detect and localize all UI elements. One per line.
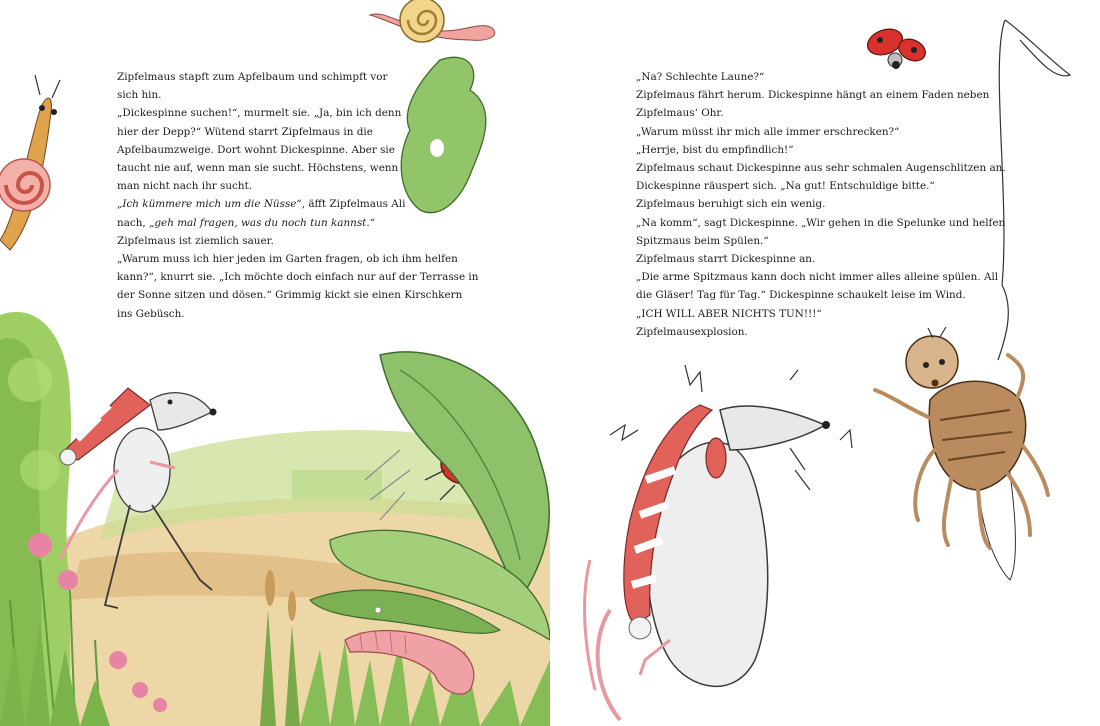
text-line: Spitzmaus beim Spülen.“ [636,234,769,247]
spider-thread [999,20,1070,285]
text-line: Zipfelmausexplosion. [636,325,748,338]
text-line: „Die arme Spitzmaus kann doch nicht immer alles alleine spülen. All [636,271,999,284]
text-line: „Na komm“, sagt Dickespinne. „Wir gehen in die Spelunke und helfen [636,216,1006,229]
text-line-italic-mixed [117,195,417,213]
text-line: kann?“, knurrt sie. „Ich möchte doch einfach nur auf der Terrasse in [117,271,479,284]
text-line: Zipfelmaus beruhigt sich ein wenig. [636,198,826,211]
dickespinne-spider [875,327,1048,548]
ladybug-top [864,25,929,69]
text-line: taucht nie auf, wenn man sie sucht. Höchstens, wenn [117,162,399,175]
italic-quote: „geh mal fragen, was du noch tun kannst.“ [149,216,375,229]
text-line: Apfelbaumzweige. Dort wohnt Dickespinne. Aber sie [117,143,395,156]
text-line: Zipfelmaus schaut Dickespinne aus sehr schmalen Augenschlitzen an. [636,162,1006,175]
italic-quote: „Ich kümmere mich um die Nüsse“ [117,198,302,211]
text-line: „Warum muss ich hier jeden im Garten fragen, ob ich ihm helfen [117,253,458,266]
right-page-text [636,68,1006,341]
text-line: „Warum müsst ihr mich alle immer erschrecken?“ [636,125,900,138]
right-page [550,0,1100,726]
text-line: ins Gebüsch. [117,307,185,320]
text-fragment: nach, [117,216,150,229]
text-line: die Gläser! Tag für Tag.“ Dickespinne schaukelt leise im Wind. [636,289,966,302]
text-line: „Na? Schlechte Laune?“ [636,71,765,83]
text-fragment: , äfft Zipfelmaus Ali [301,198,406,211]
snail-left [0,75,60,250]
text-line: „ICH WILL ABER NICHTS TUN!!!“ [636,307,822,320]
text-line: Zipfelmaus stapft zum Apfelbaum und schimpft vor [117,71,388,83]
text-line: Zipfelmaus ist ziemlich sauer. [117,234,274,247]
text-line: sich hin. [117,89,162,102]
text-line: man nicht nach ihr sucht. [117,180,253,193]
distant-hedge [292,470,382,500]
left-page-text [117,68,479,323]
text-line: der Sonne sitzen und dösen.“ Grimmig kickt sie einen Kirschkern [117,289,463,302]
text-line: „Herrje, bist du empfindlich!“ [636,143,794,156]
zipfelmaus-angry [585,365,852,720]
text-line: Zipfelmaus‘ Ohr. [636,107,724,120]
text-line: Zipfelmaus fährt herum. Dickespinne hängt an einem Faden neben [636,89,990,102]
text-line: Zipfelmaus starrt Dickespinne an. [636,253,816,266]
text-line: Dickespinne räuspert sich. „Na gut! Entschuldige bitte.“ [636,180,935,193]
text-line-italic-mixed [117,214,417,232]
text-line: „Dickespinne suchen!“, murmelt sie. „Ja, bin ich denn [117,107,402,120]
text-line: hier der Depp?“ Wütend starrt Zipfelmaus in die [117,125,373,138]
